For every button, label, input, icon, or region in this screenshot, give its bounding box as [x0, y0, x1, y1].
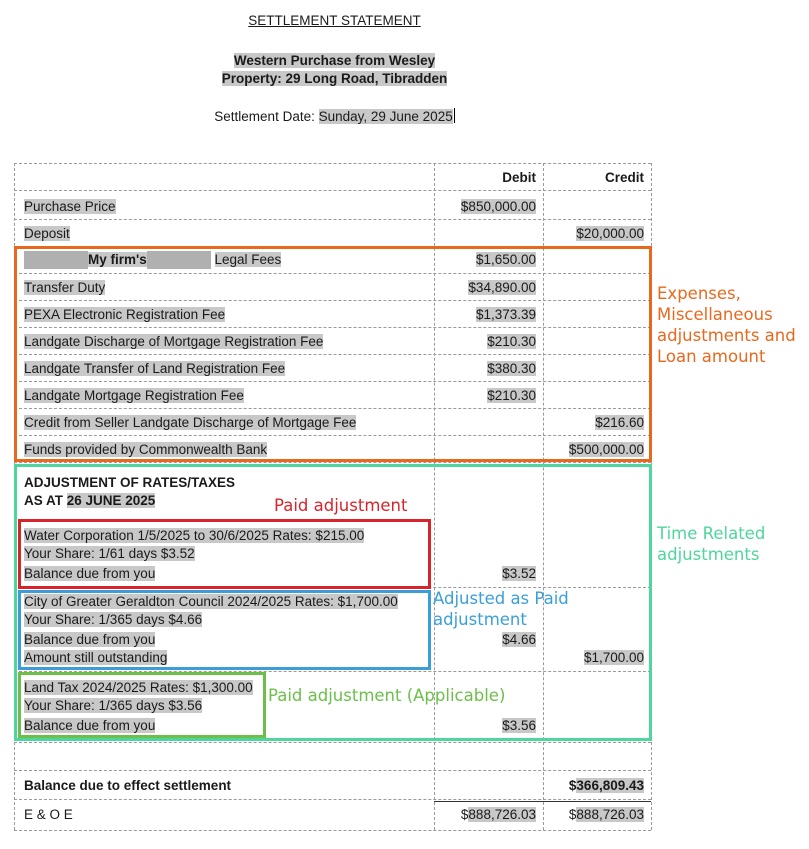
- table-row-divider: [14, 742, 651, 743]
- council-credit: $1,700.00: [583, 650, 644, 665]
- row-purchase-price-debit: $850,000.00: [460, 199, 536, 214]
- eoe-label: E & O E: [24, 807, 73, 822]
- balance-credit: $366,809.43: [568, 778, 644, 793]
- paid-adjustment-frame: [18, 519, 431, 589]
- column-header-debit: Debit: [502, 170, 536, 185]
- row-purchase-price-label: Purchase Price: [24, 199, 116, 214]
- total-credit: $888,726.03: [568, 807, 644, 822]
- paid-adjustment-note: Paid adjustment: [274, 496, 408, 515]
- land-tax-line3: Balance due from you: [24, 718, 156, 733]
- row-discharge-fee-debit: $210.30: [487, 334, 536, 349]
- row-mortgage-fee-debit: $210.30: [487, 388, 536, 403]
- row-transfer-duty-debit: $34,890.00: [468, 280, 536, 295]
- table-row-divider: [14, 799, 651, 800]
- table-row-divider: [14, 219, 651, 220]
- council-line4: Amount still outstanding: [24, 650, 168, 665]
- row-seller-credit-credit: $216.60: [595, 415, 644, 430]
- totals-rule: [434, 801, 651, 802]
- land-tax-line2: Your Share: 1/365 days $3.56: [24, 698, 203, 713]
- council-debit: $4.66: [502, 632, 536, 647]
- settlement-date-line: [0, 108, 669, 124]
- settlement-date-value[interactable]: Sunday, 29 June 2025: [318, 109, 453, 124]
- row-transfer-land-fee-label: Landgate Transfer of Land Registration Fee: [24, 361, 286, 376]
- row-pexa-fee-debit: $1,373.39: [475, 307, 536, 322]
- table-row-divider: [14, 770, 651, 771]
- balance-label: Balance due to effect settlement: [24, 778, 232, 793]
- council-line2: Your Share: 1/365 days $4.66: [24, 612, 203, 627]
- row-transfer-duty-label: Transfer Duty: [24, 280, 106, 295]
- row-discharge-fee-label: Landgate Discharge of Mortgage Registration Fee: [24, 334, 324, 349]
- row-deposit-label: Deposit: [24, 226, 70, 241]
- row-deposit-credit: $20,000.00: [576, 226, 644, 241]
- adjustment-heading-line2: AS AT 26 JUNE 2025: [24, 493, 156, 508]
- table-row-divider: [14, 190, 651, 191]
- table-row-divider: [14, 830, 651, 831]
- water-line3: Balance due from you: [24, 566, 156, 581]
- expenses-frame: [14, 246, 652, 462]
- settlement-date-label: Settlement Date:: [214, 109, 319, 124]
- adjustment-heading-line1: ADJUSTMENT OF RATES/TAXES: [24, 475, 236, 490]
- row-transfer-land-fee-debit: $380.30: [487, 361, 536, 376]
- document-heading: [0, 52, 669, 88]
- legal-fees-text: Legal Fees: [214, 252, 282, 267]
- table-row-divider: [14, 462, 651, 463]
- row-bank-funds-credit: $500,000.00: [568, 442, 644, 457]
- paid-applicable-frame: [18, 672, 266, 738]
- land-tax-debit: $3.56: [502, 718, 536, 733]
- paid-applicable-note: Paid adjustment (Applicable): [268, 686, 506, 705]
- row-pexa-fee-label: PEXA Electronic Registration Fee: [24, 307, 226, 322]
- adjusted-paid-note: Adjusted as Paid adjustment: [433, 589, 569, 629]
- water-line1: Water Corporation 1/5/2025 to 30/6/2025 Rates: $215.00: [24, 528, 365, 543]
- document-title: SETTLEMENT STATEMENT: [248, 13, 421, 28]
- time-related-note: Time Related adjustments: [657, 524, 766, 564]
- row-legal-fees-debit: $1,650.00: [475, 252, 536, 267]
- table-row-divider: [14, 163, 651, 164]
- council-line3: Balance due from you: [24, 632, 156, 647]
- row-bank-funds-label: Funds provided by Commonwealth Bank: [24, 442, 268, 457]
- property-heading: Property: 29 Long Road, Tibradden: [221, 71, 448, 86]
- text-cursor: [454, 108, 455, 123]
- row-mortgage-fee-label: Landgate Mortgage Registration Fee: [24, 388, 244, 403]
- adjusted-paid-frame: [18, 590, 431, 670]
- council-line1: City of Greater Geraldton Council 2024/2025 Rates: $1,700.00: [24, 594, 398, 609]
- water-line2: Your Share: 1/61 days $3.52: [24, 546, 195, 561]
- row-seller-credit-label: Credit from Seller Landgate Discharge of Mortgage Fee: [24, 415, 357, 430]
- water-debit: $3.52: [502, 566, 536, 581]
- total-debit: $888,726.03: [460, 807, 536, 822]
- adjustment-heading-date: 26 JUNE 2025: [66, 493, 156, 508]
- expenses-note: Expenses, Miscellaneous adjustments and Loan amount: [657, 284, 796, 366]
- land-tax-line1: Land Tax 2024/2025 Rates: $1,300.00: [24, 680, 253, 695]
- purchase-heading: Western Purchase from Wesley: [233, 53, 436, 68]
- column-header-credit: Credit: [604, 170, 644, 185]
- legal-fees-firm: My firm's: [88, 252, 147, 267]
